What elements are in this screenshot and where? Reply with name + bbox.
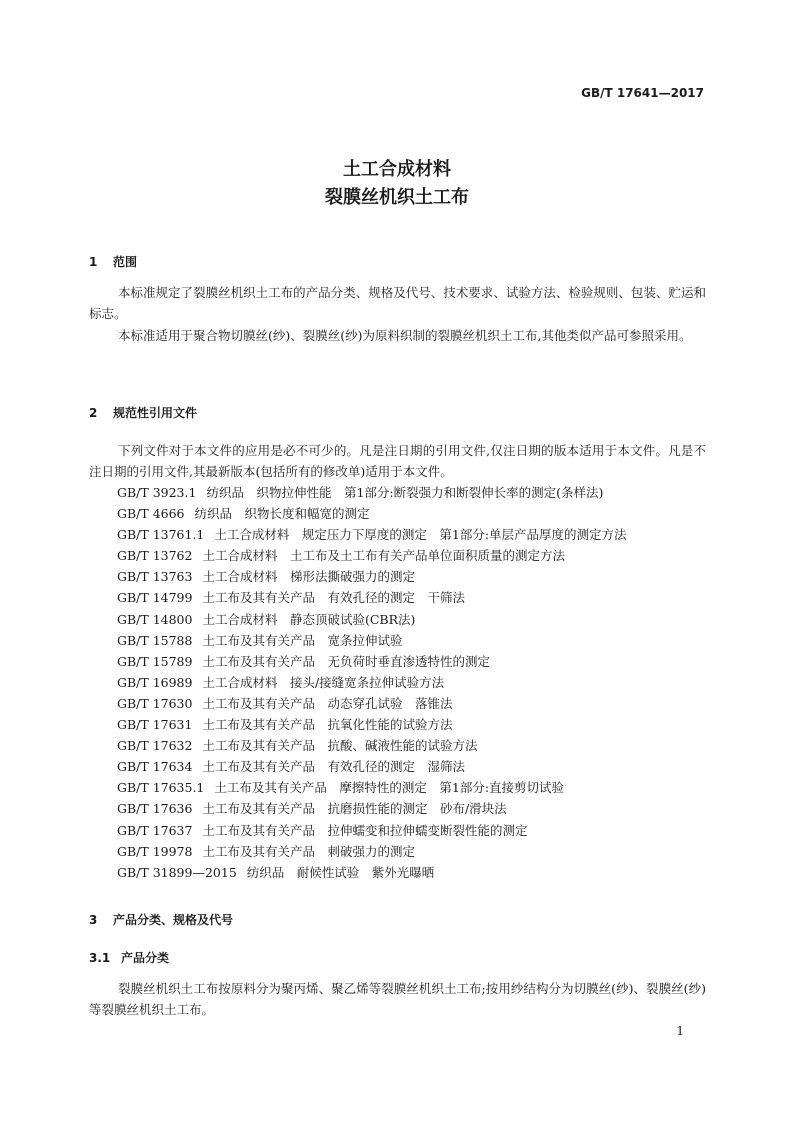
reference-code: GB/T 19978 [117,843,193,859]
reference-item [117,714,717,735]
reference-title: 土工合成材料 梯形法撕破强力的测定 [202,569,415,585]
reference-item [117,566,717,587]
reference-item [117,587,717,608]
reference-title: 土工布及其有关产品 拉伸蠕变和拉伸蠕变断裂性能的测定 [202,822,528,838]
section-1-paragraph-2: 本标准适用于聚合物切膜丝(纱)、裂膜丝(纱)为原料织制的裂膜丝机织土工布,其他类似产品可参照采用。 [118,328,692,343]
reference-title: 纺织品 织物长度和幅宽的测定 [194,506,370,522]
reference-code: GB/T 17634 [117,759,193,775]
reference-code: GB/T 31899—2015 [117,864,237,880]
reference-item [117,820,717,841]
standard-code: GB/T 17641—2017 [581,86,704,100]
reference-code: GB/T 13763 [117,569,193,585]
reference-code: GB/T 13761.1 [117,527,205,543]
reference-code: GB/T 17630 [117,695,193,711]
section-number: 3 [89,913,98,927]
reference-item [117,798,717,819]
section-3-1-paragraph: 裂膜丝机织土工布按原料分为聚丙烯、聚乙烯等裂膜丝机织土工布;按用纱结构分为切膜丝(纱)、裂膜丝(纱)等裂膜丝机织土工布。 [89,981,706,1017]
reference-item [117,862,717,883]
reference-item [117,777,717,798]
reference-title: 土工布及其有关产品 有效孔径的测定 干筛法 [202,590,465,606]
section-2-heading [89,404,197,421]
reference-code: GB/T 17637 [117,822,193,838]
page-number: 1 [676,1024,684,1038]
document-title-line1: 土工合成材料 [343,159,451,180]
section-title: 范围 [113,255,138,269]
section-1-heading [89,253,137,270]
subsection-title: 产品分类 [121,951,170,965]
section-2-intro: 下列文件对于本文件的应用是必不可少的。凡是注日期的引用文件,仅注日期的版本适用于本文件。凡是不注日期的引用文件,其最新版本(包括所有的修改单)适用于本文件。 [89,443,706,479]
reference-title: 土工合成材料 静态顶破试验(CBR法) [202,611,416,627]
reference-title: 纺织品 耐候性试验 紫外光曝晒 [246,864,435,880]
reference-item [117,503,717,524]
reference-code: GB/T 14799 [117,590,193,606]
reference-list [117,482,717,883]
reference-title: 土工合成材料 土工布及土工布有关产品单位面积质量的测定方法 [202,548,565,564]
reference-title: 土工布及其有关产品 有效孔径的测定 湿筛法 [202,759,465,775]
section-number: 1 [89,255,98,269]
reference-item [117,735,717,756]
reference-title: 土工布及其有关产品 抗氧化性能的试验方法 [202,717,453,733]
reference-code: GB/T 17636 [117,801,193,817]
section-title: 规范性引用文件 [113,406,198,420]
section-1-paragraph-1: 本标准规定了裂膜丝机织土工布的产品分类、规格及代号、技术要求、试验方法、检验规则、包装、贮运和标志。 [89,285,706,321]
reference-item [117,651,717,672]
reference-title: 土工布及其有关产品 刺破强力的测定 [202,843,415,859]
section-number: 2 [89,406,98,420]
reference-code: GB/T 15789 [117,653,193,669]
reference-item [117,524,717,545]
reference-title: 土工布及其有关产品 动态穿孔试验 落锥法 [202,695,453,711]
reference-code: GB/T 3923.1 [117,485,197,500]
reference-title: 土工合成材料 规定压力下厚度的测定 第1部分:单层产品厚度的测定方法 [214,527,627,543]
reference-title: 土工布及其有关产品 无负荷时垂直渗透特性的测定 [202,653,490,669]
section-title: 产品分类、规格及代号 [113,913,234,927]
reference-item [117,482,717,503]
reference-code: GB/T 16989 [117,674,193,690]
reference-title: 土工布及其有关产品 摩擦特性的测定 第1部分:直接剪切试验 [214,780,565,796]
reference-code: GB/T 17632 [117,738,193,754]
reference-item [117,756,717,777]
document-title-line2: 裂膜丝机织土工布 [325,187,469,208]
reference-code: GB/T 14800 [117,611,193,627]
subsection-number: 3.1 [89,951,111,965]
reference-title: 土工布及其有关产品 抗磨损性能的测定 砂布/滑块法 [202,801,507,817]
reference-code: GB/T 17631 [117,717,193,733]
reference-item [117,693,717,714]
reference-code: GB/T 15788 [117,632,193,648]
reference-item [117,630,717,651]
section-3-1-heading [89,949,169,966]
reference-title: 土工布及其有关产品 宽条拉伸试验 [202,632,403,648]
reference-title: 纺织品 织物拉伸性能 第1部分:断裂强力和断裂伸长率的测定(条样法) [206,485,604,500]
reference-item [117,672,717,693]
section-3-heading [89,911,233,928]
reference-code: GB/T 13762 [117,548,193,564]
reference-title: 土工合成材料 接头/接缝宽条拉伸试验方法 [202,674,445,690]
reference-item [117,609,717,630]
reference-code: GB/T 17635.1 [117,780,205,796]
reference-item [117,841,717,862]
reference-item [117,545,717,566]
reference-title: 土工布及其有关产品 抗酸、碱液性能的试验方法 [202,738,478,754]
reference-code: GB/T 4666 [117,506,185,522]
